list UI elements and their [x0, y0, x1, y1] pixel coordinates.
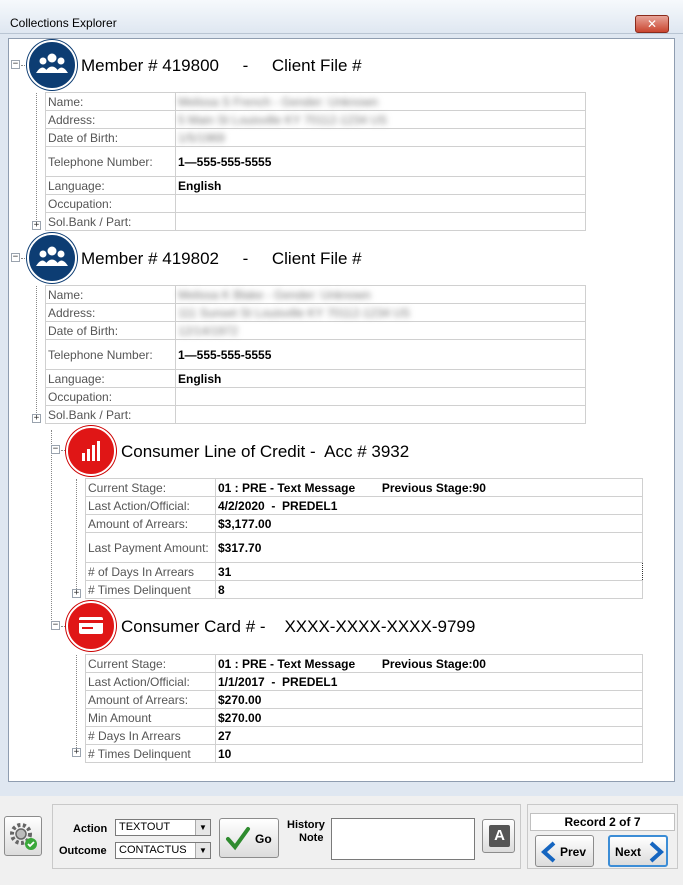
field-value: Melissa S French - Gender: Unknown	[176, 93, 586, 111]
field-value: English	[176, 370, 586, 388]
account-1-times-delinquent-row[interactable]	[86, 581, 643, 599]
field-value: 01 : PRE - Text Message Previous Stage:00	[216, 655, 643, 673]
field-value: 1—555-555-5555	[176, 340, 586, 370]
field-label: Last Action/Official:	[86, 497, 216, 515]
settings-button[interactable]	[4, 816, 42, 856]
field-value: 8	[216, 581, 643, 599]
account-2-stage-row[interactable]	[86, 655, 643, 673]
field-label: Amount of Arrears:	[86, 515, 216, 533]
field-value: 1—555-555-5555	[176, 147, 586, 177]
field-label: Date of Birth:	[46, 322, 176, 340]
note-label: Note	[299, 832, 324, 844]
field-value	[176, 195, 586, 213]
member-1-solbank-row[interactable]	[46, 213, 586, 231]
history-note-input[interactable]	[331, 818, 475, 860]
chevron-left-icon	[539, 841, 559, 863]
member-2-people-icon	[27, 233, 77, 283]
account-2-delinquent-expand-toggle[interactable]: +	[73, 747, 80, 757]
field-value: $317.70	[216, 533, 643, 563]
field-value: 27	[216, 727, 643, 745]
field-label: Current Stage:	[86, 479, 216, 497]
title-bar	[0, 0, 683, 34]
account-1-arrears-row[interactable]	[86, 515, 643, 533]
field-label: Current Stage:	[86, 655, 216, 673]
window-title: Collections Explorer	[10, 16, 117, 30]
account-2-times-delinquent-row[interactable]	[86, 745, 643, 763]
outcome-select[interactable]: CONTACTUS ▼	[115, 842, 211, 859]
member-1-people-icon	[27, 40, 77, 90]
credit-card-icon	[66, 601, 116, 651]
field-label: Name:	[46, 286, 176, 304]
account-1-details-table	[85, 478, 643, 599]
record-counter: Record 2 of 7	[530, 813, 675, 831]
member-2-collapse-toggle[interactable]: −	[12, 252, 19, 262]
account-2-last-action-row[interactable]	[86, 673, 643, 691]
account-2-arrears-row[interactable]	[86, 691, 643, 709]
account-1-stage-row[interactable]	[86, 479, 643, 497]
outcome-label: Outcome	[59, 845, 107, 857]
field-value: English	[176, 177, 586, 195]
field-label: # Times Delinquent	[86, 581, 216, 599]
field-label: Last Payment Amount:	[86, 533, 216, 563]
field-value: 1/5/1969	[176, 129, 586, 147]
field-value: $270.00	[216, 709, 643, 727]
history-label: History	[287, 819, 325, 831]
action-panel	[52, 804, 521, 869]
member-1-name-row[interactable]	[46, 93, 586, 111]
field-label: Occupation:	[46, 388, 176, 406]
member-2-header: Member # 419802 - Client File #	[81, 249, 362, 268]
field-label: Date of Birth:	[46, 129, 176, 147]
field-value: $3,177.00	[216, 515, 643, 533]
field-value: 12/14/1972	[176, 322, 586, 340]
close-button[interactable]	[635, 15, 669, 33]
field-label: Last Action/Official:	[86, 673, 216, 691]
chevron-right-icon	[646, 841, 666, 863]
field-value: 111 Sunset St Louisville KY 70112-1234 US	[176, 304, 586, 322]
field-label: Telephone Number:	[46, 147, 176, 177]
member-1-collapse-toggle[interactable]: −	[12, 59, 19, 69]
field-label: Language:	[46, 177, 176, 195]
chevron-down-icon: ▼	[195, 843, 210, 858]
member-2-name-row[interactable]	[46, 286, 586, 304]
bottom-toolbar	[0, 796, 683, 885]
account-1-collapse-toggle[interactable]: −	[52, 444, 59, 454]
action-label: Action	[73, 823, 108, 835]
member-2-phone-row[interactable]	[46, 340, 586, 370]
field-value: 01 : PRE - Text Message Previous Stage:90	[216, 479, 643, 497]
account-1-last-payment-row[interactable]	[86, 533, 643, 563]
field-label: Address:	[46, 111, 176, 129]
account-1-delinquent-expand-toggle[interactable]: +	[73, 588, 80, 598]
account-2-min-amount-row[interactable]	[86, 709, 643, 727]
member-2-occupation-row[interactable]	[46, 388, 586, 406]
field-label: # Times Delinquent	[86, 745, 216, 763]
field-value: Melissa K Blake - Gender: Unknown	[176, 286, 586, 304]
member-1-phone-row[interactable]	[46, 147, 586, 177]
account-2-details-table	[85, 654, 643, 763]
checkmark-icon	[225, 825, 251, 851]
go-button[interactable]: Go	[219, 818, 279, 858]
field-value	[176, 213, 586, 231]
next-button[interactable]: Next	[608, 835, 668, 867]
member-2-details-table	[45, 285, 586, 424]
member-2-address-row[interactable]	[46, 304, 586, 322]
account-2-days-arrears-row[interactable]	[86, 727, 643, 745]
field-label: Address:	[46, 304, 176, 322]
field-label: Name:	[46, 93, 176, 111]
field-label: Amount of Arrears:	[86, 691, 216, 709]
field-value: 4/2/2020 - PREDEL1	[216, 497, 643, 515]
account-1-last-action-row[interactable]	[86, 497, 643, 515]
main-frame	[0, 34, 683, 796]
field-label: Occupation:	[46, 195, 176, 213]
member-1-details-table	[45, 92, 586, 231]
field-value: 1/1/2017 - PREDEL1	[216, 673, 643, 691]
chevron-down-icon: ▼	[195, 820, 210, 835]
member-2-dob-row[interactable]	[46, 322, 586, 340]
field-label: Telephone Number:	[46, 340, 176, 370]
account-1-header: Consumer Line of Credit - Acc # 3932	[121, 442, 410, 461]
account-2-header: Consumer Card # - XXXX-XXXX-XXXX-9799	[121, 617, 476, 636]
member-1-solbank-expand-toggle[interactable]: +	[33, 220, 40, 230]
a-button[interactable]: A	[482, 819, 515, 853]
close-icon: ✕	[646, 17, 658, 31]
member-1-occupation-row[interactable]	[46, 195, 586, 213]
field-value: $270.00	[216, 691, 643, 709]
collections-tree[interactable]	[8, 38, 675, 782]
member-2-solbank-row[interactable]	[46, 406, 586, 424]
prev-button[interactable]: Prev	[535, 835, 594, 867]
account-2-collapse-toggle[interactable]: −	[52, 620, 59, 630]
member-2-language-row[interactable]	[46, 370, 586, 388]
member-1-language-row[interactable]	[46, 177, 586, 195]
field-value: 31	[216, 563, 643, 581]
field-label: Min Amount	[86, 709, 216, 727]
field-label: Sol.Bank / Part:	[46, 406, 176, 424]
navigation-panel	[527, 804, 678, 869]
field-label: # Days In Arrears	[86, 727, 216, 745]
bar-chart-icon	[66, 426, 116, 476]
field-value: 5 Main St Louisville KY 70112-1234 US	[176, 111, 586, 129]
action-select[interactable]: TEXTOUT ▼	[115, 819, 211, 836]
field-label: # of Days In Arrears	[86, 563, 216, 581]
field-value	[176, 406, 586, 424]
member-2-solbank-expand-toggle[interactable]: +	[33, 413, 40, 423]
account-1-days-arrears-row[interactable]	[86, 563, 643, 581]
field-value: 10	[216, 745, 643, 763]
member-1-address-row[interactable]	[46, 111, 586, 129]
field-label: Sol.Bank / Part:	[46, 213, 176, 231]
gear-check-icon	[5, 817, 41, 855]
member-1-dob-row[interactable]	[46, 129, 586, 147]
field-label: Language:	[46, 370, 176, 388]
field-value	[176, 388, 586, 406]
member-1-header: Member # 419800 - Client File #	[81, 56, 362, 75]
